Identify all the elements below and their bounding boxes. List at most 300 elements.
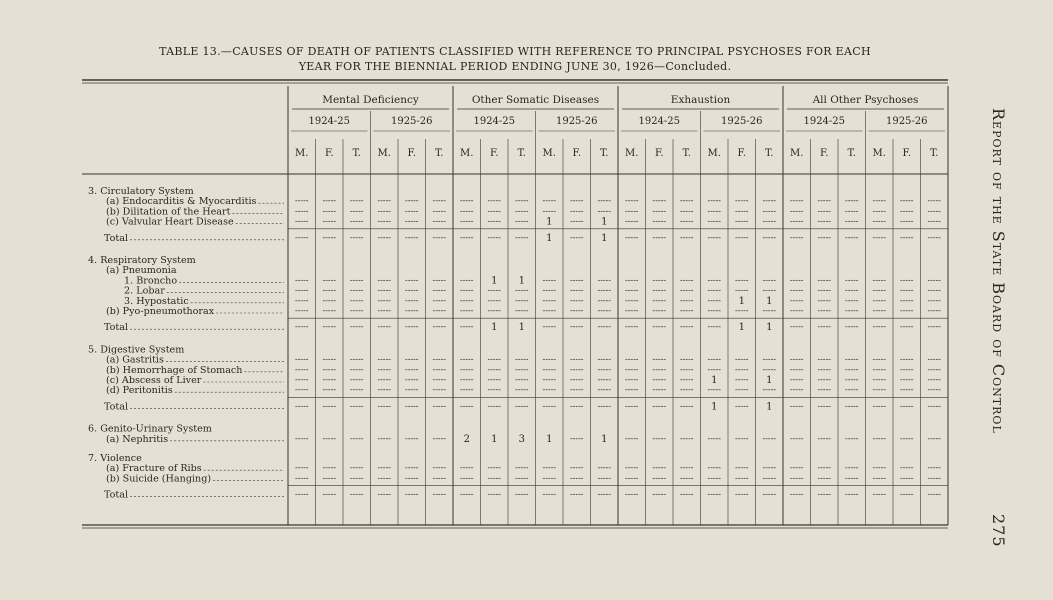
year-header: 1925-26 — [555, 116, 598, 127]
cell-dash: ----- — [487, 306, 502, 315]
cell-dash: ----- — [459, 285, 474, 295]
cell-dash: ----- — [899, 206, 914, 216]
cell-dash: ----- — [872, 433, 887, 443]
cell-dash: ----- — [404, 216, 419, 226]
cell-dash: ----- — [597, 295, 612, 305]
cell-dash: ----- — [569, 232, 584, 242]
cell-dash: ----- — [569, 401, 584, 411]
cell-dash: ----- — [487, 206, 502, 216]
cell-dash: ----- — [652, 433, 667, 443]
cell-dash: ----- — [349, 489, 364, 499]
cell-dash: ----- — [899, 285, 914, 295]
cell-dash: ----- — [569, 306, 584, 315]
cell-dash: ----- — [294, 232, 309, 242]
cell-dash: ----- — [542, 275, 557, 285]
subcol-header: F. — [737, 148, 747, 159]
cell-dash: ----- — [789, 385, 804, 395]
cell-dash: ----- — [542, 401, 557, 411]
cell-dash: ----- — [432, 295, 447, 305]
cell-dash: ----- — [734, 275, 749, 285]
cell-dash: ----- — [597, 364, 612, 374]
cell-dash: ----- — [762, 196, 777, 206]
cell-dash: ----- — [597, 463, 612, 473]
cell-dash: ----- — [542, 306, 557, 315]
cell-dash: ----- — [377, 206, 392, 216]
cell-dash: ----- — [652, 306, 667, 315]
subcol-header: M. — [460, 148, 474, 159]
cell-dash: ----- — [514, 401, 529, 411]
cell-dash: ----- — [294, 216, 309, 226]
cell-dash: ----- — [597, 489, 612, 499]
cell-dash: ----- — [872, 489, 887, 499]
cell-value: 1 — [738, 322, 745, 334]
cell-dash: ----- — [844, 196, 859, 206]
cell-dash: ----- — [294, 473, 309, 483]
cell-dash: ----- — [432, 306, 447, 315]
cell-dash: ----- — [624, 354, 639, 364]
cell-dash: ----- — [872, 375, 887, 384]
cell-dash: ----- — [872, 295, 887, 305]
cell-dash: ----- — [844, 206, 859, 216]
subcol-header: M. — [707, 148, 721, 159]
row-label: (c) Abscess of Liver — [106, 375, 202, 386]
cell-dash: ----- — [624, 306, 639, 315]
cell-dash: ----- — [707, 196, 722, 206]
cell-dash: ----- — [487, 463, 502, 473]
cell-dash: ----- — [734, 401, 749, 411]
subcol-header: F. — [819, 148, 829, 159]
row-label: (c) Valvular Heart Disease — [106, 216, 234, 228]
cell-dash: ----- — [872, 285, 887, 295]
cell-dash: ----- — [404, 473, 419, 483]
section-label: 7. Violence — [88, 453, 142, 464]
cell-dash: ----- — [624, 364, 639, 374]
cell-dash: ----- — [432, 206, 447, 216]
cell-dash: ----- — [707, 322, 722, 332]
cell-dash: ----- — [542, 285, 557, 295]
cell-dash: ----- — [294, 385, 309, 395]
cell-dash: ----- — [322, 322, 337, 332]
cell-dash: ----- — [624, 216, 639, 226]
cell-dash: ----- — [872, 232, 887, 242]
cell-dash: ----- — [624, 473, 639, 483]
cell-dash: ----- — [404, 295, 419, 305]
cell-dash: ----- — [844, 463, 859, 473]
cell-dash: ----- — [377, 285, 392, 295]
cell-dash: ----- — [377, 401, 392, 411]
cell-dash: ----- — [789, 473, 804, 483]
subcol-header: T. — [600, 148, 609, 159]
subcol-header: F. — [407, 148, 417, 159]
cell-dash: ----- — [322, 364, 337, 374]
cell-dash: ----- — [349, 433, 364, 443]
cell-dash: ----- — [927, 216, 942, 226]
cell-dash: ----- — [294, 322, 309, 332]
cell-dash: ----- — [569, 275, 584, 285]
cell-value: 1 — [518, 322, 525, 334]
cell-dash: ----- — [817, 275, 832, 285]
cell-dash: ----- — [294, 433, 309, 443]
cell-dash: ----- — [349, 322, 364, 332]
subcol-header: T. — [352, 148, 361, 159]
cell-dash: ----- — [624, 322, 639, 332]
cell-dash: ----- — [624, 295, 639, 305]
cell-dash: ----- — [734, 375, 749, 384]
cell-dash: ----- — [817, 285, 832, 295]
cell-dash: ----- — [322, 463, 337, 473]
cell-dash: ----- — [899, 385, 914, 395]
cell-dash: ----- — [294, 196, 309, 206]
cell-dash: ----- — [542, 463, 557, 473]
cell-dash: ----- — [789, 275, 804, 285]
cell-dash: ----- — [459, 216, 474, 226]
year-header: 1924-25 — [473, 116, 516, 127]
cell-dash: ----- — [817, 322, 832, 332]
cell-value: 1 — [601, 232, 608, 244]
cell-dash: ----- — [487, 232, 502, 242]
cell-dash: ----- — [899, 364, 914, 374]
cell-dash: ----- — [487, 354, 502, 364]
cell-dash: ----- — [734, 433, 749, 443]
total-label: Total — [104, 401, 129, 413]
cell-dash: ----- — [514, 385, 529, 395]
cell-dash: ----- — [679, 196, 694, 206]
cell-dash: ----- — [487, 285, 502, 295]
cell-dash: ----- — [679, 463, 694, 473]
cell-dash: ----- — [817, 232, 832, 242]
cell-dash: ----- — [569, 206, 584, 216]
cell-value: 1 — [766, 322, 773, 334]
cell-dash: ----- — [542, 364, 557, 374]
cell-dash: ----- — [872, 473, 887, 483]
cell-dash: ----- — [377, 473, 392, 483]
cell-dash: ----- — [514, 216, 529, 226]
cell-dash: ----- — [872, 275, 887, 285]
cell-dash: ----- — [459, 473, 474, 483]
cell-dash: ----- — [514, 473, 529, 483]
cell-dash: ----- — [349, 473, 364, 483]
cell-dash: ----- — [679, 275, 694, 285]
cell-dash: ----- — [707, 473, 722, 483]
cell-dash: ----- — [762, 489, 777, 499]
cell-dash: ----- — [377, 354, 392, 364]
cell-dash: ----- — [349, 285, 364, 295]
cell-dash: ----- — [899, 322, 914, 332]
cell-dash: ----- — [817, 473, 832, 483]
subcol-header: F. — [654, 148, 664, 159]
cell-dash: ----- — [294, 306, 309, 315]
row-label: (b) Pyo-pneumothorax — [106, 306, 215, 317]
cell-dash: ----- — [514, 364, 529, 374]
cell-dash: ----- — [652, 206, 667, 216]
cell-dash: ----- — [927, 285, 942, 295]
year-header: 1924-25 — [803, 116, 846, 127]
cell-dash: ----- — [624, 401, 639, 411]
cell-dash: ----- — [927, 306, 942, 315]
cell-dash: ----- — [597, 206, 612, 216]
cell-dash: ----- — [789, 285, 804, 295]
cell-dash: ----- — [459, 232, 474, 242]
cell-dash: ----- — [294, 275, 309, 285]
row-label: (b) Hemorrhage of Stomach — [106, 364, 243, 376]
cell-dash: ----- — [624, 232, 639, 242]
cell-dash: ----- — [459, 401, 474, 411]
cell-dash: ----- — [349, 385, 364, 395]
cell-dash: ----- — [432, 385, 447, 395]
page-number: 275 — [989, 514, 1008, 548]
cell-dash: ----- — [624, 385, 639, 395]
cell-dash: ----- — [872, 364, 887, 374]
cell-dash: ----- — [349, 364, 364, 374]
cell-dash: ----- — [899, 196, 914, 206]
cell-dash: ----- — [707, 206, 722, 216]
cell-dash: ----- — [597, 322, 612, 332]
cell-dash: ----- — [404, 275, 419, 285]
cell-dash: ----- — [459, 322, 474, 332]
cell-dash: ----- — [927, 232, 942, 242]
cell-dash: ----- — [679, 295, 694, 305]
cell-dash: ----- — [789, 306, 804, 315]
cell-dash: ----- — [679, 473, 694, 483]
cell-dash: ----- — [762, 473, 777, 483]
cell-value: 1 — [766, 295, 773, 307]
cell-dash: ----- — [377, 433, 392, 443]
cell-value: 3 — [518, 433, 525, 445]
cell-dash: ----- — [734, 385, 749, 395]
cell-dash: ----- — [927, 206, 942, 216]
cell-dash: ----- — [817, 206, 832, 216]
cell-dash: ----- — [432, 473, 447, 483]
cell-dash: ----- — [294, 489, 309, 499]
group-header: Mental Deficiency — [322, 94, 419, 106]
cell-dash: ----- — [707, 364, 722, 374]
cell-dash: ----- — [734, 232, 749, 242]
title-line-2: YEAR FOR THE BIENNIAL PERIOD ENDING JUNE 30, 1926—Concluded. — [298, 60, 732, 73]
cell-dash: ----- — [652, 216, 667, 226]
cell-dash: ----- — [872, 306, 887, 315]
cell-value: 1 — [738, 295, 745, 307]
section-label: 5. Digestive System — [88, 344, 185, 356]
cell-dash: ----- — [899, 232, 914, 242]
cell-value: 1 — [491, 322, 498, 334]
cell-dash: ----- — [872, 401, 887, 411]
cell-dash: ----- — [844, 306, 859, 315]
cell-dash: ----- — [432, 354, 447, 364]
cell-dash: ----- — [514, 375, 529, 384]
cell-dash: ----- — [844, 216, 859, 226]
cell-dash: ----- — [652, 489, 667, 499]
cell-dash: ----- — [349, 206, 364, 216]
cell-dash: ----- — [844, 322, 859, 332]
cell-dash: ----- — [432, 196, 447, 206]
cell-dash: ----- — [734, 489, 749, 499]
cell-dash: ----- — [349, 275, 364, 285]
cell-dash: ----- — [734, 196, 749, 206]
cell-dash: ----- — [624, 275, 639, 285]
cell-dash: ----- — [514, 489, 529, 499]
cell-dash: ----- — [432, 285, 447, 295]
cell-dash: ----- — [899, 306, 914, 315]
cell-dash: ----- — [322, 216, 337, 226]
cell-dash: ----- — [404, 322, 419, 332]
cell-dash: ----- — [844, 285, 859, 295]
cell-dash: ----- — [569, 385, 584, 395]
cell-dash: ----- — [377, 375, 392, 384]
cell-dash: ----- — [844, 489, 859, 499]
cell-dash: ----- — [569, 285, 584, 295]
subcol-header: T. — [435, 148, 444, 159]
cell-dash: ----- — [542, 489, 557, 499]
cell-dash: ----- — [349, 401, 364, 411]
cell-dash: ----- — [844, 385, 859, 395]
cell-dash: ----- — [404, 196, 419, 206]
cell-dash: ----- — [487, 295, 502, 305]
cell-dash: ----- — [707, 216, 722, 226]
cell-dash: ----- — [844, 473, 859, 483]
cell-dash: ----- — [624, 489, 639, 499]
cell-dash: ----- — [432, 364, 447, 374]
cell-dash: ----- — [349, 354, 364, 364]
cell-dash: ----- — [707, 232, 722, 242]
cell-dash: ----- — [514, 285, 529, 295]
cell-dash: ----- — [762, 206, 777, 216]
subcol-header: T. — [765, 148, 774, 159]
cell-dash: ----- — [432, 463, 447, 473]
cell-dash: ----- — [844, 354, 859, 364]
row-label: (a) Gastritis — [106, 354, 164, 366]
cell-dash: ----- — [624, 433, 639, 443]
cell-dash: ----- — [377, 216, 392, 226]
cell-dash: ----- — [652, 275, 667, 285]
cell-dash: ----- — [679, 322, 694, 332]
cell-dash: ----- — [569, 375, 584, 384]
cell-dash: ----- — [404, 364, 419, 374]
cell-dash: ----- — [432, 401, 447, 411]
subcol-header: T. — [517, 148, 526, 159]
cell-dash: ----- — [294, 463, 309, 473]
cell-dash: ----- — [294, 364, 309, 374]
cell-dash: ----- — [349, 232, 364, 242]
cell-value: 1 — [546, 232, 553, 244]
cell-dash: ----- — [927, 375, 942, 384]
cell-dash: ----- — [294, 206, 309, 216]
cell-dash: ----- — [459, 275, 474, 285]
cell-dash: ----- — [597, 306, 612, 315]
cell-dash: ----- — [514, 463, 529, 473]
cell-dash: ----- — [404, 375, 419, 384]
row-label: (b) Suicide (Hanging) — [106, 473, 212, 485]
cell-dash: ----- — [514, 196, 529, 206]
cell-dash: ----- — [762, 354, 777, 364]
cell-dash: ----- — [377, 364, 392, 374]
cell-dash: ----- — [487, 473, 502, 483]
cell-dash: ----- — [872, 354, 887, 364]
cell-value: 1 — [601, 433, 608, 445]
cell-dash: ----- — [322, 196, 337, 206]
section-label: 3. Circulatory System — [88, 186, 194, 197]
subcol-header: T. — [682, 148, 691, 159]
title-line-1: TABLE 13.—CAUSES OF DEATH OF PATIENTS CLASSIFIED WITH REFERENCE TO PRINCIPAL PSYCHOSES FOR EACH — [159, 45, 871, 58]
cell-dash: ----- — [322, 489, 337, 499]
cell-dash: ----- — [569, 216, 584, 226]
cell-dash: ----- — [927, 354, 942, 364]
cell-dash: ----- — [487, 364, 502, 374]
cell-dash: ----- — [322, 306, 337, 315]
cell-dash: ----- — [624, 463, 639, 473]
row-label: (a) Fracture of Ribs — [106, 463, 202, 475]
cell-dash: ----- — [459, 463, 474, 473]
subcol-header: M. — [790, 148, 804, 159]
group-header: All Other Psychoses — [812, 94, 919, 106]
cell-dash: ----- — [817, 295, 832, 305]
cell-dash: ----- — [899, 473, 914, 483]
cell-dash: ----- — [844, 364, 859, 374]
cell-dash: ----- — [459, 306, 474, 315]
cell-dash: ----- — [789, 375, 804, 384]
cell-dash: ----- — [789, 401, 804, 411]
cell-dash: ----- — [404, 306, 419, 315]
cell-dash: ----- — [927, 473, 942, 483]
cell-dash: ----- — [542, 385, 557, 395]
cell-dash: ----- — [322, 385, 337, 395]
cell-dash: ----- — [679, 364, 694, 374]
cell-dash: ----- — [734, 306, 749, 315]
cell-dash: ----- — [294, 295, 309, 305]
cell-dash: ----- — [597, 385, 612, 395]
cell-dash: ----- — [927, 385, 942, 395]
cell-dash: ----- — [817, 364, 832, 374]
cell-dash: ----- — [459, 375, 474, 384]
cell-dash: ----- — [487, 196, 502, 206]
cell-dash: ----- — [542, 473, 557, 483]
cell-dash: ----- — [514, 295, 529, 305]
cell-dash: ----- — [404, 232, 419, 242]
cell-value: 1 — [766, 375, 773, 386]
cell-dash: ----- — [762, 306, 777, 315]
cell-dash: ----- — [652, 473, 667, 483]
cell-dash: ----- — [377, 322, 392, 332]
cell-dash: ----- — [679, 216, 694, 226]
cell-dash: ----- — [789, 463, 804, 473]
cell-dash: ----- — [762, 433, 777, 443]
cell-dash: ----- — [432, 322, 447, 332]
total-label: Total — [104, 232, 129, 244]
cell-dash: ----- — [322, 275, 337, 285]
cell-dash: ----- — [872, 385, 887, 395]
cell-value: 1 — [601, 216, 608, 228]
running-head — [958, 108, 1008, 548]
cell-dash: ----- — [487, 385, 502, 395]
cell-value: 1 — [546, 433, 553, 445]
cell-dash: ----- — [734, 285, 749, 295]
cell-dash: ----- — [432, 216, 447, 226]
cell-dash: ----- — [294, 354, 309, 364]
cell-dash: ----- — [432, 433, 447, 443]
cell-dash: ----- — [487, 375, 502, 384]
cell-dash: ----- — [542, 375, 557, 384]
cell-dash: ----- — [377, 196, 392, 206]
cell-dash: ----- — [899, 295, 914, 305]
cell-dash: ----- — [789, 216, 804, 226]
subcol-header: F. — [572, 148, 582, 159]
cell-dash: ----- — [652, 401, 667, 411]
cell-dash: ----- — [542, 196, 557, 206]
cell-dash: ----- — [844, 433, 859, 443]
cell-dash: ----- — [844, 401, 859, 411]
cell-dash: ----- — [652, 375, 667, 384]
cell-dash: ----- — [597, 401, 612, 411]
cell-dash: ----- — [404, 489, 419, 499]
